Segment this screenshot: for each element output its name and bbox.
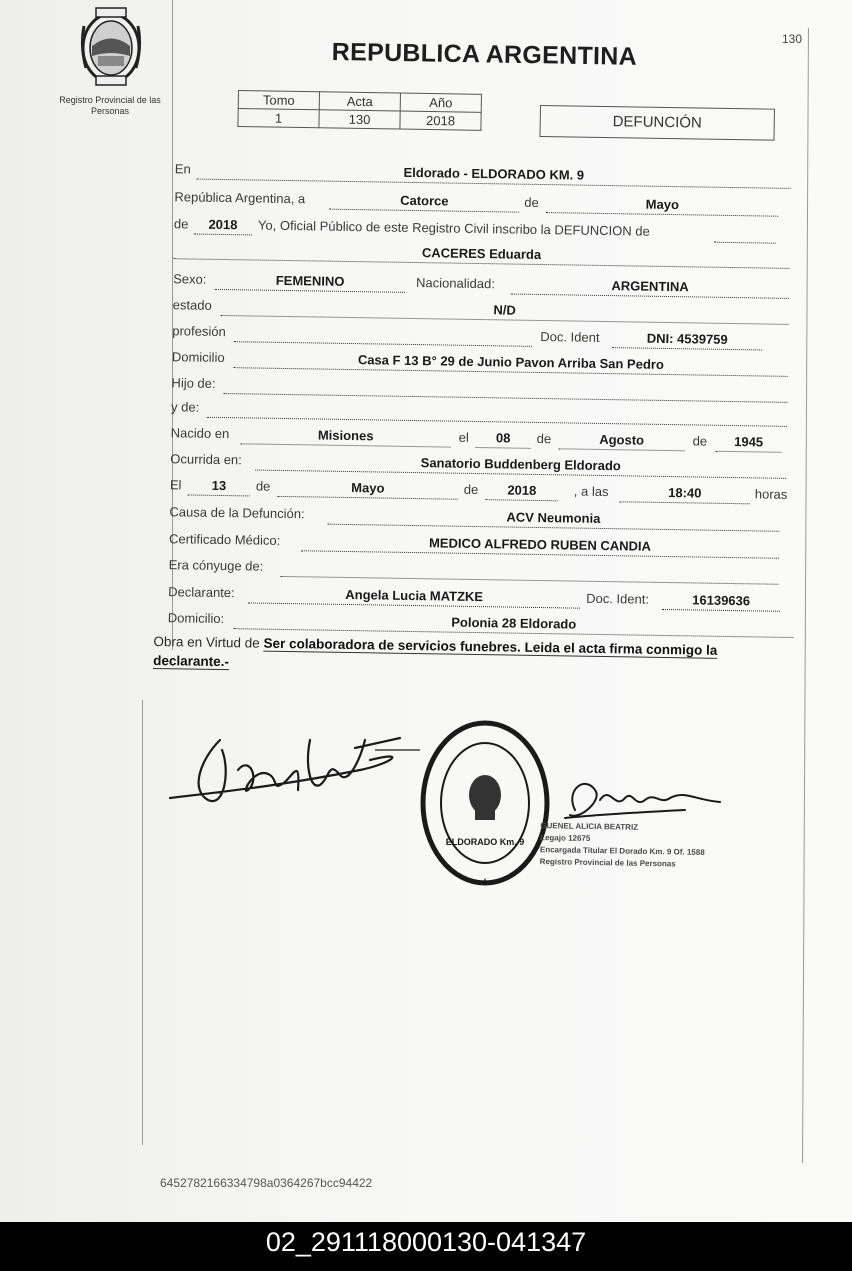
ocurrida-label: Ocurrida en: <box>170 451 242 468</box>
row-fecha-fallecimiento <box>169 476 788 506</box>
nac-anio-field: 1945 <box>715 433 781 453</box>
nacido-field: Misiones <box>241 425 451 447</box>
svg-text:ELDORADO Km. 9: ELDORADO Km. 9 <box>445 837 525 847</box>
value-anio: 2018 <box>400 111 481 130</box>
page-number: 130 <box>782 32 803 46</box>
fall-de2-label: de <box>463 481 479 498</box>
official-name: GUENEL ALICIA BEATRIZ <box>540 821 639 832</box>
obra-line-2 <box>153 652 229 671</box>
profesion-label: profesión <box>172 323 226 340</box>
official-registry: Registro Provincial de las Personas <box>539 857 676 869</box>
declarante-label: Declarante: <box>168 584 235 601</box>
dia-field: Catorce <box>329 191 519 213</box>
obra-value-1: Ser colaboradora de servicios funebres. Leida el acta firma conmigo la <box>263 635 718 658</box>
hora-field: 18:40 <box>620 483 750 504</box>
horas-label: horas <box>754 486 788 502</box>
lugar-field: Eldorado - ELDORADO KM. 9 <box>197 161 791 189</box>
obra-label: Obra en Virtud de <box>153 633 260 651</box>
registro-label: Registro Provincial de las Personas <box>59 95 161 116</box>
causa-label: Causa de la Defunción: <box>169 504 305 522</box>
row-ocurrida <box>170 450 785 480</box>
row-fecha <box>174 188 789 218</box>
hijo-label: Hijo de: <box>171 375 216 391</box>
sexo-label: Sexo: <box>173 271 207 287</box>
row-domicilio <box>172 348 787 378</box>
official-position: Encargada Titular El Dorado Km. 9 Of. 1588 <box>539 845 705 857</box>
yo-blank <box>714 224 776 244</box>
row-conyuge <box>168 556 783 586</box>
fall-mes-field: Mayo <box>278 478 458 500</box>
doc-field: DNI: 4539759 <box>612 329 762 350</box>
row-declarante <box>168 583 783 613</box>
fall-anio-field: 2018 <box>486 481 558 501</box>
decl-doc-field: 16139636 <box>662 591 780 612</box>
hijo-field <box>223 375 787 403</box>
estado-label: estado <box>172 297 212 313</box>
el2-label: El <box>169 477 182 493</box>
estado-field: N/D <box>221 297 789 325</box>
republica-label: República Argentina, a <box>174 189 306 207</box>
anio-field: 2018 <box>194 216 252 236</box>
document-hash: 6452782166334798a0364267bcc94422 <box>160 1176 373 1190</box>
page-title: REPUBLICA ARGENTINA <box>331 38 638 71</box>
decl-domicilio-field: Polonia 28 Eldorado <box>234 610 794 638</box>
sexo-field: FEMENINO <box>215 271 405 293</box>
en-label: En <box>174 161 191 177</box>
y-de-field <box>207 399 787 427</box>
nacido-label: Nacido en <box>170 425 230 442</box>
row-profesion <box>172 322 787 352</box>
header-acta: Acta <box>319 92 400 111</box>
conyuge-label: Era cónyuge de: <box>168 557 264 574</box>
row-anio <box>174 215 789 245</box>
official-stamp-text <box>540 820 761 872</box>
domicilio-label: Domicilio <box>171 349 225 366</box>
document-type-box: DEFUNCIÓN <box>539 105 774 141</box>
row-certificado <box>169 530 784 560</box>
value-acta: 130 <box>319 110 400 129</box>
declarant-signature <box>160 720 420 820</box>
svg-text:★: ★ <box>480 877 490 888</box>
nac-mes-field: Agosto <box>559 430 685 451</box>
profesion-field <box>234 323 532 347</box>
nombre-field: CACERES Eduarda <box>173 240 789 269</box>
row-estado <box>173 296 788 326</box>
certificado-label: Certificado Médico: <box>168 531 281 548</box>
row-nacido <box>171 424 786 454</box>
value-tomo: 1 <box>238 109 319 128</box>
de2-label: de <box>173 216 189 232</box>
conyuge-field <box>280 558 778 585</box>
official-legajo: Legajo 12675 <box>540 833 591 843</box>
footer-id-bar: 02_291118000130-041347 <box>0 1222 852 1271</box>
ocurrida-field: Sanatorio Buddenberg Eldorado <box>255 452 786 479</box>
y-de-label: y de: <box>171 399 200 415</box>
de-label: de <box>524 194 539 210</box>
causa-field: ACV Neumonia <box>327 506 779 532</box>
certificado-field: MEDICO ALFREDO RUBEN CANDIA <box>301 532 779 559</box>
row-en <box>175 160 790 190</box>
decl-doc-label: Doc. Ident: <box>586 590 650 607</box>
domicilio-field: Casa F 13 B° 29 de Junio Pavon Arriba San Pedro <box>234 349 788 377</box>
mes-field: Mayo <box>546 194 778 217</box>
decl-domicilio-label: Domicilio: <box>167 610 225 627</box>
nacionalidad-field: ARGENTINA <box>511 276 789 299</box>
nac-de-label: de <box>536 430 552 447</box>
row-nombre <box>173 240 788 270</box>
fall-de-label: de <box>255 478 271 494</box>
row-y-de <box>171 398 786 428</box>
nac-de2-label: de <box>692 433 708 449</box>
declarante-field: Angela Lucia MATZKE <box>248 584 580 608</box>
obra-line-1 <box>153 633 717 660</box>
alas-label: , a las <box>573 483 609 500</box>
header-anio: Año <box>400 93 481 112</box>
row-sexo <box>173 270 788 300</box>
yo-text: Yo, Oficial Público de este Registro Civil inscribo la DEFUNCION de <box>257 217 650 239</box>
fall-dia-field: 13 <box>188 476 250 496</box>
nacionalidad-label: Nacionalidad: <box>415 275 495 292</box>
nac-dia-field: 08 <box>476 429 531 449</box>
obra-value-2: declarante.- <box>153 652 230 670</box>
doc-label: Doc. Ident <box>540 328 600 345</box>
delegation-stamp-icon <box>415 715 555 890</box>
el-label: el <box>458 429 469 445</box>
row-causa <box>169 503 784 533</box>
header-tomo: Tomo <box>238 91 319 110</box>
